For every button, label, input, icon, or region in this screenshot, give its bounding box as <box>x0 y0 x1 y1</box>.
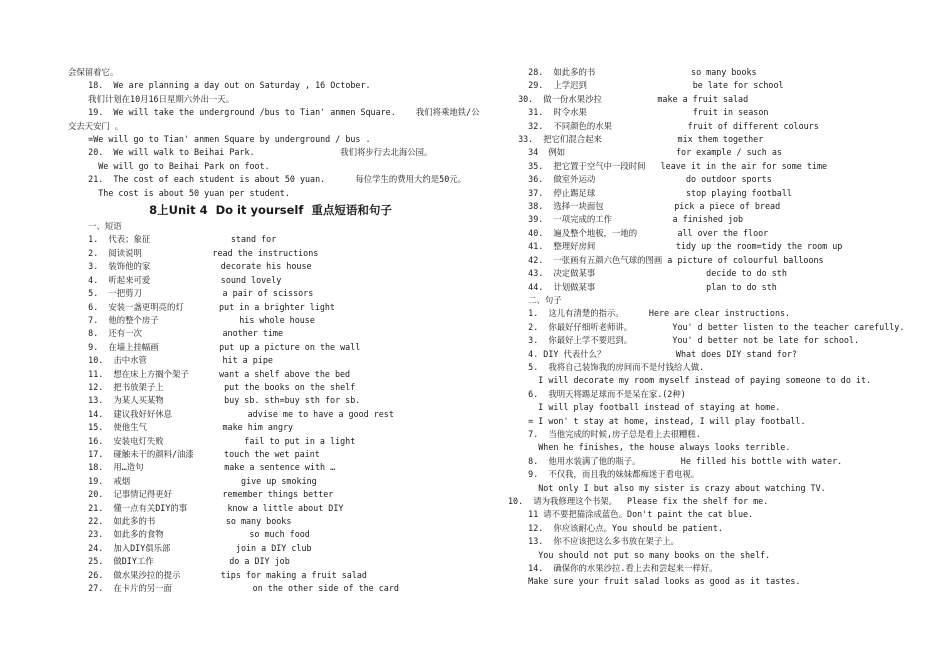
phrase-line: 16. 安装电灯失败 fail to put in a light <box>68 435 356 446</box>
text-line: We will go to Beihai Park on foot. <box>68 160 270 171</box>
text-line: 42. 一张画有五颜六色气球的图画 a picture of colourful balloons <box>508 254 824 265</box>
phrase-line: 20. 记事情记得更好 remember things better <box>68 489 334 500</box>
text-line: 44. 计划做某事 plan to do sth <box>508 281 777 292</box>
text-line: 29. 上学迟到 be late for school <box>508 80 784 91</box>
left-sentences-block <box>68 66 480 200</box>
text-line: 31. 时令水果 fruit in season <box>508 107 769 118</box>
text-line: 41. 整理好房间 tidy up the room=tidy the room up <box>508 241 843 252</box>
phrase-line: 18. 用…造句 make a sentence with … <box>68 462 336 473</box>
phrase-line: 3. 装饰他的家 decorate his house <box>68 261 312 272</box>
phrase-line: 10. 击中水管 hit a pipe <box>68 355 273 366</box>
text-line: 8. 他用水装满了他的瓶子。 He filled his bottle with water. <box>508 455 843 466</box>
text-line: 二、句子 <box>508 294 562 305</box>
phrase-line: 17. 碰触未干的颜料/油漆 touch the wet paint <box>68 448 320 459</box>
text-line: 43. 决定做某事 decide to do sth <box>508 268 787 279</box>
text-line: =We will go to Tian' anmen Square by underground / bus . <box>68 134 371 145</box>
text-line: 20. We will walk to Beihai Park. 我们将步行去北海公园。 <box>68 147 433 158</box>
phrase-line: 9. 在墙上挂幅画 put up a picture on the wall <box>68 341 361 352</box>
text-line: 2. 你最好仔细听老师讲。 You' d better listen to the teacher carefully. <box>508 321 905 332</box>
text-line: The cost is about 50 yuan per student. <box>68 187 290 198</box>
phrase-line: 7. 他的整个房子 his whole house <box>68 314 315 325</box>
phrase-line: 6. 安装一盏更明亮的灯 put in a brighter light <box>68 301 335 312</box>
text-line: 我们计划在10月16日星期六外出一天。 <box>68 93 234 104</box>
phrase-line: 8. 还有一次 another time <box>68 328 284 339</box>
phrase-line: 14. 建议我好好休息 advise me to have a good rest <box>68 408 394 419</box>
text-line: I will play football instead of staying at home. <box>508 402 781 413</box>
text-line: 32. 不同颜色的水果 fruit of different colours <box>508 120 819 131</box>
text-line: 12. 你应该耐心点。You should be patient. <box>508 522 723 533</box>
text-line: 18. We are planning a day out on Saturday , 16 October. <box>68 80 371 91</box>
phrase-line: 15. 使他生气 make him angry <box>68 422 294 433</box>
text-line: 36. 做室外运动 do outdoor sports <box>508 174 772 185</box>
text-line: 37. 停止踢足球 stop playing football <box>508 187 792 198</box>
phrase-line: 21. 懂一点有关DIY的事 know a little about DIY <box>68 502 344 513</box>
text-line: 5. 我将自己装饰我的房间而不是付钱给人做. <box>508 361 705 372</box>
text-line: 40. 遍及整个地板，一地的 all over the floor <box>508 227 769 238</box>
text-line: When he finishes, the house always looks terrible. <box>508 442 791 453</box>
text-line: 3. 你最好上学不要迟到。 You' d better not be late for school. <box>508 335 859 346</box>
phrase-line: 27. 在卡片的另一面 on the other side of the card <box>68 583 399 594</box>
text-line: 会保留着它。 <box>68 67 119 77</box>
phrase-line: 一、短语 <box>68 221 122 232</box>
phrase-line: 25. 做DIY工作 do a DIY job <box>68 556 290 567</box>
text-line: Not only I but also my sister is crazy about watching TV. <box>508 482 826 493</box>
text-line: 30. 做一份水果沙拉 make a fruit salad <box>508 93 749 104</box>
phrase-line: 5. 一把剪刀 a pair of scissors <box>68 288 314 299</box>
text-line: 19. We will take the underground /bus to Tian' anmen Square. 我们将乘地铁/公 <box>68 107 480 118</box>
phrase-line: 19. 戒烟 give up smoking <box>68 475 317 486</box>
text-line: 交去天安门 。 <box>68 120 124 131</box>
text-line: 1. 这儿有清楚的指示。 Here are clear instructions. <box>508 308 791 319</box>
right-column <box>508 66 928 589</box>
phrases-and-sentences-list <box>508 66 928 589</box>
unit-title: 8上Unit 4 Do it yourself 重点短语和句子 <box>149 203 392 218</box>
text-line: 35. 把它置于空气中一段时间 leave it in the air for some time <box>508 160 828 171</box>
text-line: 38. 选择一块面包 pick a piece of bread <box>508 201 781 212</box>
text-line: 10. 请为我修理这个书架。 Please fix the shelf for me. <box>508 496 769 506</box>
left-column <box>68 66 480 595</box>
text-line: I will decorate my room myself instead of paying someone to do it. <box>508 375 872 386</box>
phrase-line: 23. 如此多的食物 so much food <box>68 529 310 540</box>
text-line: Make sure your fruit salad looks as good as it tastes. <box>508 576 801 587</box>
text-line: 6. 我明天将踢足球而不是呆在家.(2种) <box>508 388 686 399</box>
phrase-line: 13. 为某人买某物 buy sb. sth=buy sth for sb. <box>68 395 361 406</box>
text-line: 13. 你不应该把这么多书放在架子上。 <box>508 536 680 547</box>
phrase-line: 4. 听起来可爱 sound lovely <box>68 274 282 285</box>
text-line: 34 例如 for example / such as <box>508 147 782 158</box>
text-line: 4. DIY 代表什么？ What does DIY stand for? <box>508 348 797 359</box>
text-line: 33. 把它们混合起来 mix them together <box>508 134 764 145</box>
phrases-list <box>68 220 473 595</box>
phrase-line: 12. 把书放架子上 put the books on the shelf <box>68 381 356 392</box>
phrase-line: 11. 想在床上方搁个架子 want a shelf above the bed <box>68 368 351 379</box>
phrase-line: 22. 如此多的书 so many books <box>68 516 292 526</box>
phrase-line: 2. 阅读说明 read the instructions <box>68 247 319 258</box>
text-line: You should not put so many books on the shelf. <box>508 549 771 560</box>
text-line: 9. 不仅我，而且我的妹妹都痴迷于看电视。 <box>508 469 700 480</box>
text-line: 14. 确保你的水果沙拉.看上去和尝起来一样好。 <box>508 563 718 574</box>
text-line: = I won' t stay at home, instead, I will play football. <box>508 415 806 426</box>
text-line: 21. The cost of each student is about 50 yuan. 每位学生的费用大约是50元。 <box>68 174 466 185</box>
phrase-line: 26. 做水果沙拉的提示 tips for making a fruit salad <box>68 569 367 580</box>
phrase-line: 24. 加入DIY俱乐部 join a DIY club <box>68 542 312 553</box>
text-line: 28. 如此多的书 so many books <box>508 67 757 77</box>
text-line: 39. 一项完成的工作 a finished job <box>508 214 744 225</box>
text-line: 11 请不要把猫涂成蓝色。Don't paint the cat blue. <box>508 509 754 520</box>
phrase-line: 1. 代表；象征 stand for <box>68 234 277 245</box>
text-line: 7. 当他完成的时候,房子总是看上去很糟糕. <box>508 428 701 439</box>
